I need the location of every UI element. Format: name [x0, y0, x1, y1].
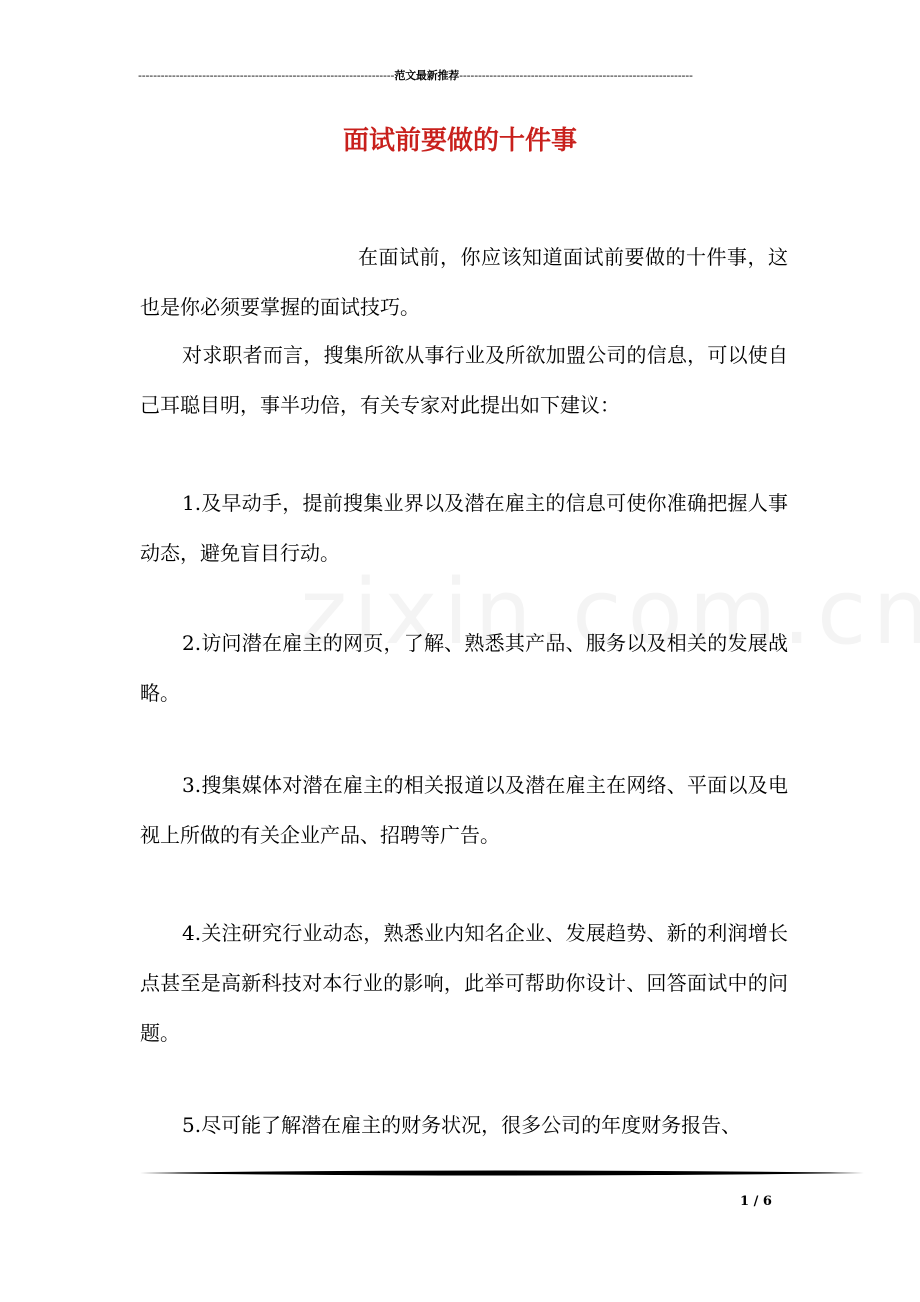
page-number: 1 / 6 [740, 1194, 772, 1209]
header-dashes-left: -------------------------------------------------------------------- [138, 69, 395, 82]
page-header [138, 68, 768, 84]
header-dashes-right: -------------------------------------------------------------- [459, 69, 693, 82]
intro-paragraph: 在面试前，你应该知道面试前要做的十件事，这也是你必须要掌握的面试技巧。 [140, 245, 788, 319]
list-item: 1.及早动手，提前搜集业界以及潜在雇主的信息可使你准确把握人事动态，避免盲目行动。 [140, 491, 788, 565]
header-label: 范文最新推荐 [394, 69, 460, 82]
footer-rule [140, 1168, 864, 1178]
list-item: 2.访问潜在雇主的网页，了解、熟悉其产品、服务以及相关的发展战略。 [140, 631, 788, 705]
list-item: 5.尽可能了解潜在雇主的财务状况，很多公司的年度财务报告、 [182, 1113, 742, 1137]
document-title: 面试前要做的十件事 [342, 126, 577, 156]
list-item: 4.关注研究行业动态，熟悉业内知名企业、发展趋势、新的利润增长点甚至是高新科技对本行业的影响，此举可帮助你设计、回答面试中的问题。 [140, 921, 788, 1045]
paragraph-1: 对求职者而言，搜集所欲从事行业及所欲加盟公司的信息，可以使自己耳聪目明，事半功倍，有关专家对此提出如下建议： [140, 343, 788, 417]
list-item: 3.搜集媒体对潜在雇主的相关报道以及潜在雇主在网络、平面以及电视上所做的有关企业产品、招聘等广告。 [140, 773, 788, 847]
